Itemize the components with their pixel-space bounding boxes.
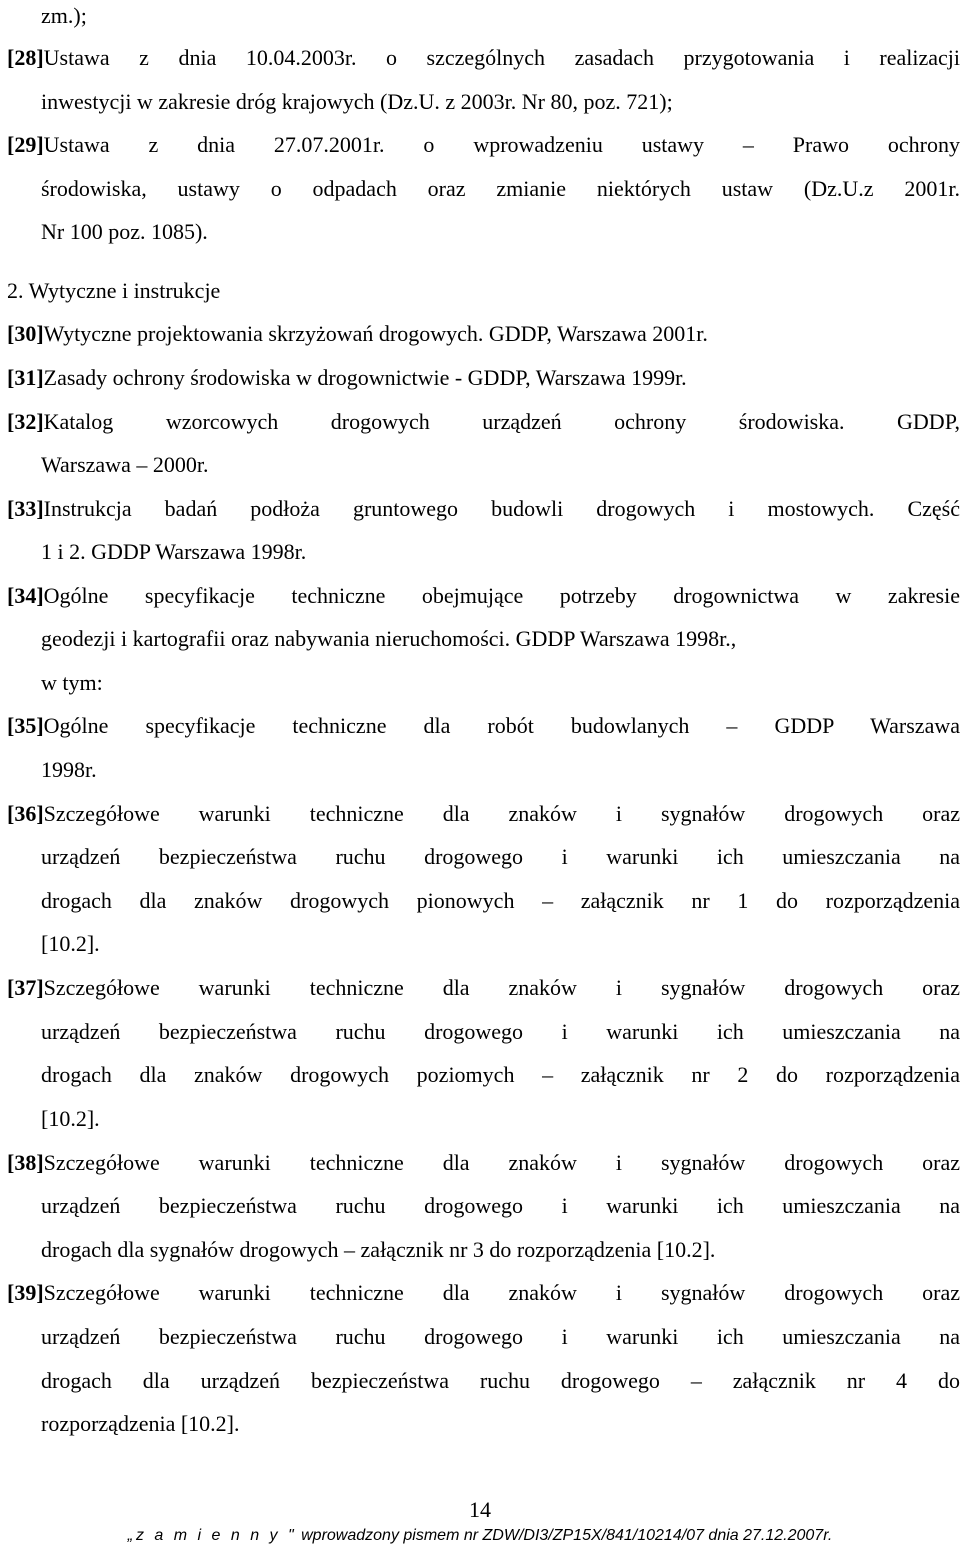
footer-text: wprowadzony pismem nr ZDW/DI3/ZP15X/841/10214/07 dnia 27.12.2007r. bbox=[296, 1527, 833, 1544]
reference-38 bbox=[7, 1149, 960, 1177]
reference-text: Szczegółowe warunki techniczne dla znaków i sygnałów drogowych oraz bbox=[43, 1280, 960, 1305]
reference-28-line-2: inwestycji w zakresie dróg krajowych (Dz.U. z 2003r. Nr 80, poz. 721); bbox=[41, 89, 673, 114]
reference-number: [32] bbox=[7, 409, 44, 434]
reference-32 bbox=[7, 408, 960, 436]
reference-text: Ustawa z dnia 27.07.2001r. o wprowadzeniu ustawy – Prawo ochrony bbox=[43, 132, 960, 157]
reference-30 bbox=[7, 320, 708, 348]
reference-number: [37] bbox=[7, 975, 44, 1000]
page-number: 14 bbox=[469, 1497, 491, 1522]
reference-39-line-2: urządzeń bezpieczeństwa ruchu drogowego i warunki ich umieszczania na bbox=[41, 1324, 960, 1349]
reference-number: [30] bbox=[7, 321, 44, 346]
reference-text: Szczegółowe warunki techniczne dla znaków i sygnałów drogowych oraz bbox=[43, 975, 960, 1000]
reference-37-line-2: urządzeń bezpieczeństwa ruchu drogowego i warunki ich umieszczania na bbox=[41, 1019, 960, 1044]
reference-38-line-2: urządzeń bezpieczeństwa ruchu drogowego i warunki ich umieszczania na bbox=[41, 1193, 960, 1218]
reference-text: Szczegółowe warunki techniczne dla znaków i sygnałów drogowych oraz bbox=[43, 801, 960, 826]
reference-number: [31] bbox=[7, 365, 44, 390]
reference-number: [38] bbox=[7, 1150, 44, 1175]
reference-39-line-3: drogach dla urządzeń bezpieczeństwa ruchu drogowego – załącznik nr 4 do bbox=[41, 1368, 960, 1393]
reference-29-line-2: środowiska, ustawy o odpadach oraz zmianie niektórych ustaw (Dz.U.z 2001r. bbox=[41, 176, 960, 201]
reference-28 bbox=[7, 44, 960, 72]
reference-36-line-4: [10.2]. bbox=[41, 931, 100, 956]
reference-number: [33] bbox=[7, 496, 44, 521]
reference-number: [28] bbox=[7, 45, 44, 70]
reference-35-line-2: 1998r. bbox=[41, 757, 97, 782]
reference-37-line-3: drogach dla znaków drogowych poziomych – załącznik nr 2 do rozporządzenia bbox=[41, 1062, 960, 1087]
reference-36-line-3: drogach dla znaków drogowych pionowych – załącznik nr 1 do rozporządzenia bbox=[41, 888, 960, 913]
reference-number: [35] bbox=[7, 713, 44, 738]
reference-32-line-2: Warszawa – 2000r. bbox=[41, 452, 209, 477]
section-heading: 2. Wytyczne i instrukcje bbox=[7, 278, 221, 303]
reference-34 bbox=[7, 582, 960, 610]
reference-33 bbox=[7, 495, 960, 523]
reference-34-line-3: w tym: bbox=[41, 670, 103, 695]
footer-quoted: „z a m i e n n y " bbox=[127, 1527, 297, 1544]
reference-37-line-4: [10.2]. bbox=[41, 1106, 100, 1131]
reference-text: Zasady ochrony środowiska w drogownictwie - GDDP, Warszawa 1999r. bbox=[43, 365, 687, 390]
reference-text: Szczegółowe warunki techniczne dla znaków i sygnałów drogowych oraz bbox=[43, 1150, 960, 1175]
reference-number: [29] bbox=[7, 132, 44, 157]
reference-number: [34] bbox=[7, 583, 44, 608]
reference-number: [39] bbox=[7, 1280, 44, 1305]
reference-35 bbox=[7, 712, 960, 740]
reference-33-line-2: 1 i 2. GDDP Warszawa 1998r. bbox=[41, 539, 307, 564]
reference-text: Katalog wzorcowych drogowych urządzeń ochrony środowiska. GDDP, bbox=[43, 409, 960, 434]
reference-text: Ustawa z dnia 10.04.2003r. o szczególnych zasadach przygotowania i realizacji bbox=[43, 45, 960, 70]
reference-39 bbox=[7, 1279, 960, 1307]
reference-number: [36] bbox=[7, 801, 44, 826]
reference-36 bbox=[7, 800, 960, 828]
intro-fragment: zm.); bbox=[41, 3, 87, 28]
reference-31 bbox=[7, 364, 687, 392]
reference-text: Wytyczne projektowania skrzyżowań drogowych. GDDP, Warszawa 2001r. bbox=[43, 321, 708, 346]
reference-text: Ogólne specyfikacje techniczne obejmujące potrzeby drogownictwa w zakresie bbox=[43, 583, 960, 608]
reference-29 bbox=[7, 131, 960, 159]
reference-34-line-2: geodezji i kartografii oraz nabywania nieruchomości. GDDP Warszawa 1998r., bbox=[41, 626, 737, 651]
reference-37 bbox=[7, 974, 960, 1002]
reference-39-line-4: rozporządzenia [10.2]. bbox=[41, 1411, 240, 1436]
reference-36-line-2: urządzeń bezpieczeństwa ruchu drogowego i warunki ich umieszczania na bbox=[41, 844, 960, 869]
reference-text: Ogólne specyfikacje techniczne dla robót budowlanych – GDDP Warszawa bbox=[43, 713, 960, 738]
page-footer bbox=[0, 1526, 960, 1546]
reference-38-line-3: drogach dla sygnałów drogowych – załącznik nr 3 do rozporządzenia [10.2]. bbox=[41, 1237, 716, 1262]
reference-29-line-3: Nr 100 poz. 1085). bbox=[41, 219, 208, 244]
reference-text: Instrukcja badań podłoża gruntowego budowli drogowych i mostowych. Część bbox=[43, 496, 960, 521]
